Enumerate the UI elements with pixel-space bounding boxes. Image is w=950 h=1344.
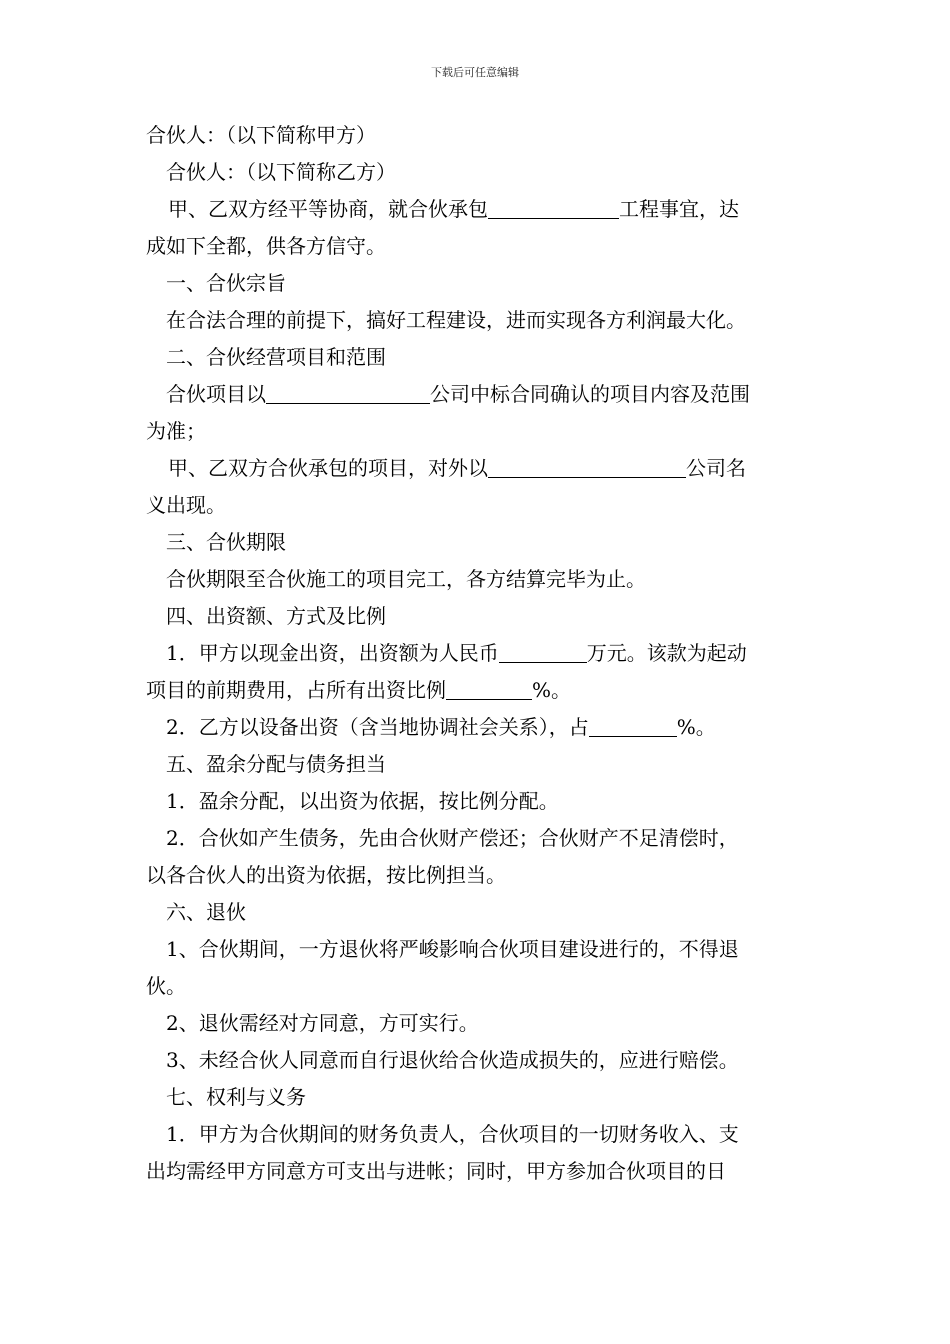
section-1-text: 在合法合理的前提下，搞好工程建设，进而实现各方利润最大化。 [166,308,746,332]
section-6-item-1: 1、合伙期间，一方退伙将严峻影响合伙项目建设进行的，不得退 [166,937,739,961]
page-header-note: 下载后可任意编辑 [431,66,519,79]
section-2-title: 二、合伙经营项目和范围 [166,345,386,369]
s4-i2-pre: 2．乙方以设备出资（含当地协调社会关系），占 [166,715,589,739]
intro-text-post: 工程事宜，达 [619,197,739,221]
company-name-blank[interactable] [266,381,430,404]
section-4-title: 四、出资额、方式及比例 [166,604,386,628]
section-4-item-1-cont [146,672,810,709]
section-2-para-1-cont: 为准； [146,419,206,443]
section-2-para-2-cont: 义出现。 [146,493,226,517]
section-6-item-1-cont: 伙。 [146,974,186,998]
section-2-para-1 [146,376,810,413]
s2-p1-pre: 合伙项目以 [166,382,266,406]
section-5-item-2: 2．合伙如产生债务，先由合伙财产偿还；合伙财产不足清偿时， [166,826,739,850]
s4-i1-pre: 1．甲方以现金出资，出资额为人民币 [166,641,499,665]
section-6-item-2: 2、退伙需经对方同意，方可实行。 [166,1011,479,1035]
s4-i1-post: 万元。该款为起动 [586,641,747,665]
section-7-item-1: 1．甲方为合伙期间的财务负责人，合伙项目的一切财务收入、支 [166,1122,739,1146]
s2-p2-pre: 甲、乙双方合伙承包的项目，对外以 [168,456,488,480]
party-a-line: 合伙人：（以下简称甲方） [146,123,376,147]
s2-p2-post: 公司名 [686,456,746,480]
intro-text-pre: 甲、乙双方经平等协商，就合伙承包 [168,197,488,221]
cash-ratio-blank[interactable] [446,677,532,700]
company-name-blank-2[interactable] [488,455,686,478]
section-2-para-2 [146,450,810,487]
section-3-title: 三、合伙期限 [166,530,286,554]
section-5-title: 五、盈余分配与债务担当 [166,752,386,776]
s4-i1-cont-post: %。 [532,678,572,702]
section-5-item-1: 1．盈余分配，以出资为依据，按比例分配。 [166,789,559,813]
section-6-item-3: 3、未经合伙人同意而自行退伙给合伙造成损失的，应进行赔偿。 [166,1048,739,1072]
section-7-title: 七、权利与义务 [166,1085,306,1109]
equipment-ratio-blank[interactable] [589,714,677,737]
intro-continuation: 成如下全都，供各方信守。 [146,234,386,258]
section-3-text: 合伙期限至合伙施工的项目完工，各方结算完毕为止。 [166,567,646,591]
contract-body [146,117,810,1190]
section-5-item-2-cont: 以各合伙人的出资为依据，按比例担当。 [146,863,506,887]
s4-i2-post: %。 [676,715,716,739]
cash-amount-blank[interactable] [499,640,587,663]
intro-line [146,191,810,228]
section-1-title: 一、合伙宗旨 [166,271,286,295]
section-4-item-2 [146,709,810,746]
s2-p1-post: 公司中标合同确认的项目内容及范围 [430,382,750,406]
section-6-title: 六、退伙 [166,900,246,924]
project-name-blank[interactable] [488,196,619,219]
party-b-line: 合伙人：（以下简称乙方） [166,160,396,184]
section-7-item-1-cont: 出均需经甲方同意方可支出与进帐；同时，甲方参加合伙项目的日 [146,1159,726,1183]
s4-i1-cont-pre: 项目的前期费用，占所有出资比例 [146,678,446,702]
section-4-item-1 [146,635,810,672]
